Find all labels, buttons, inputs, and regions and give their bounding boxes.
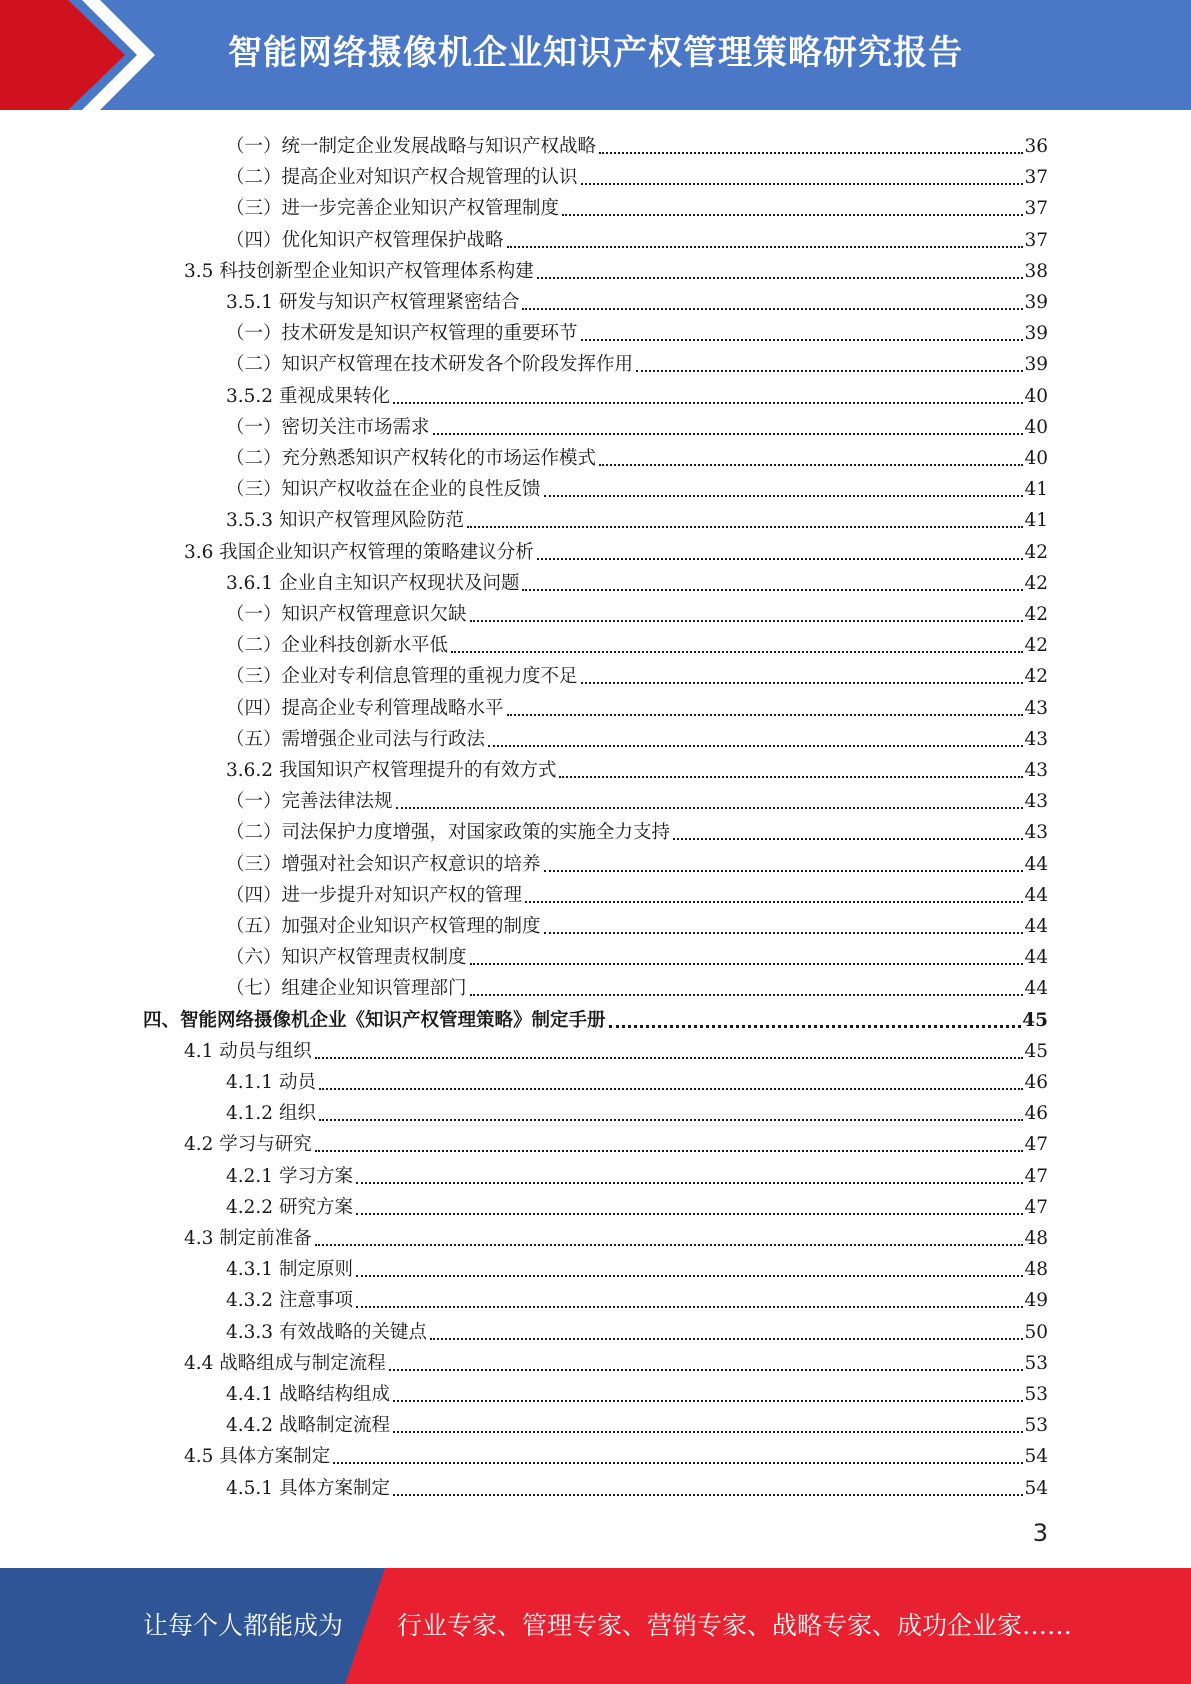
- toc-entry[interactable]: [226, 814, 1048, 845]
- toc-dot-leader: [581, 183, 1024, 185]
- toc-entry-page: 44: [1024, 947, 1048, 968]
- toc-entry-title: （一）技术研发是知识产权管理的重要环节: [226, 323, 578, 344]
- toc-entry-title: 3.6.2 我国知识产权管理提升的有效方式: [226, 760, 557, 781]
- toc-entry-title: 3.6.1 企业自主知识产权现状及问题: [226, 573, 520, 594]
- toc-entry[interactable]: [226, 128, 1048, 159]
- page-header: [0, 0, 1191, 110]
- toc-entry[interactable]: [226, 627, 1048, 658]
- toc-dot-leader: [470, 620, 1024, 622]
- toc-entry-page: 38: [1024, 261, 1048, 282]
- toc-entry-page: 40: [1024, 448, 1048, 469]
- toc-entry-title: （四）提高企业专利管理战略水平: [226, 698, 504, 719]
- toc-entry-title: （五）加强对企业知识产权管理的制度: [226, 916, 541, 937]
- toc-entry-page: 42: [1024, 604, 1048, 625]
- toc-dot-leader: [507, 714, 1024, 716]
- toc-entry[interactable]: [226, 908, 1048, 939]
- toc-dot-leader: [636, 370, 1023, 372]
- toc-dot-leader: [599, 464, 1023, 466]
- toc-entry-page: 54: [1024, 1478, 1048, 1499]
- toc-entry-page: 47: [1024, 1197, 1048, 1218]
- toc-entry[interactable]: [184, 1438, 1048, 1469]
- toc-entry-title: （五）需增强企业司法与行政法: [226, 729, 486, 750]
- toc-dot-leader: [470, 963, 1024, 965]
- toc-dot-leader: [315, 1057, 1024, 1059]
- toc-entry[interactable]: [184, 534, 1048, 565]
- toc-dot-leader: [393, 1494, 1023, 1496]
- toc-entry[interactable]: [226, 440, 1048, 471]
- toc-entry[interactable]: [226, 970, 1048, 1001]
- toc-entry[interactable]: [226, 190, 1048, 221]
- toc-entry-title: 4.5.1 具体方案制定: [226, 1478, 390, 1499]
- toc-entry-page: 43: [1024, 729, 1048, 750]
- toc-entry-page: 43: [1024, 698, 1048, 719]
- toc-entry-page: 43: [1024, 760, 1048, 781]
- toc-dot-leader: [581, 682, 1024, 684]
- toc-entry[interactable]: [226, 284, 1048, 315]
- toc-entry[interactable]: [226, 565, 1048, 596]
- toc-entry-title: 4.1.1 动员: [226, 1072, 316, 1093]
- toc-entry[interactable]: [226, 1189, 1048, 1220]
- toc-entry-title: （三）进一步完善企业知识产权管理制度: [226, 198, 560, 219]
- page-footer: [0, 1568, 1191, 1684]
- toc-dot-leader: [544, 870, 1024, 872]
- toc-dot-leader: [356, 1275, 1024, 1277]
- toc-entry-page: 44: [1024, 978, 1048, 999]
- toc-entry-title: 4.3 制定前准备: [184, 1228, 312, 1249]
- toc-entry-title: （一）统一制定企业发展战略与知识产权战略: [226, 136, 597, 157]
- toc-entry-page: 39: [1024, 323, 1048, 344]
- toc-entry-page: 45: [1022, 1010, 1048, 1031]
- toc-entry-title: 3.5.3 知识产权管理风险防范: [226, 510, 464, 531]
- toc-entry-title: 4.2.2 研究方案: [226, 1197, 353, 1218]
- toc-dot-leader: [430, 1338, 1023, 1340]
- toc-entry-title: 4.5 具体方案制定: [184, 1446, 331, 1467]
- toc-entry-page: 37: [1024, 198, 1048, 219]
- toc-entry[interactable]: [226, 752, 1048, 783]
- toc-dot-leader: [356, 1306, 1024, 1308]
- toc-entry[interactable]: [226, 471, 1048, 502]
- toc-entry[interactable]: [226, 502, 1048, 533]
- toc-dot-leader: [599, 152, 1023, 154]
- toc-entry-title: （二）提高企业对知识产权合规管理的认识: [226, 167, 578, 188]
- toc-entry-title: （二）企业科技创新水平低: [226, 635, 449, 656]
- toc-dot-leader: [525, 901, 1023, 903]
- toc-dot-leader: [488, 745, 1023, 747]
- toc-entry[interactable]: [226, 1251, 1048, 1282]
- toc-entry-page: 49: [1024, 1290, 1048, 1311]
- toc-entry[interactable]: [226, 159, 1048, 190]
- toc-dot-leader: [389, 1369, 1024, 1371]
- toc-dot-leader: [396, 807, 1024, 809]
- toc-entry-page: 36: [1024, 136, 1048, 157]
- header-arrow-decoration: [0, 0, 240, 110]
- toc-entry-title: 4.3.1 制定原则: [226, 1259, 353, 1280]
- toc-entry[interactable]: [226, 877, 1048, 908]
- toc-entry-page: 44: [1024, 885, 1048, 906]
- toc-entry-page: 42: [1024, 635, 1048, 656]
- toc-dot-leader: [433, 433, 1024, 435]
- toc-entry[interactable]: [226, 690, 1048, 721]
- toc-dot-leader: [467, 526, 1023, 528]
- toc-entry-page: 53: [1024, 1415, 1048, 1436]
- toc-entry-title: （四）进一步提升对知识产权的管理: [226, 885, 523, 906]
- toc-entry-title: 4.4.2 战略制定流程: [226, 1415, 390, 1436]
- toc-entry-page: 41: [1024, 510, 1048, 531]
- toc-entry[interactable]: [226, 315, 1048, 346]
- toc-entry-title: 4.1 动员与组织: [184, 1041, 312, 1062]
- toc-entry[interactable]: [226, 721, 1048, 752]
- toc-entry[interactable]: [184, 1033, 1048, 1064]
- toc-entry-title: （一）完善法律法规: [226, 791, 393, 812]
- toc-entry-title: 四、智能网络摄像机企业《知识产权管理策略》制定手册: [143, 1010, 606, 1031]
- toc-entry-page: 37: [1024, 167, 1048, 188]
- toc-entry-page: 39: [1024, 292, 1048, 313]
- toc-entry[interactable]: [226, 378, 1048, 409]
- toc-dot-leader: [537, 277, 1024, 279]
- toc-dot-leader: [562, 214, 1023, 216]
- toc-entry-title: 4.4.1 战略结构组成: [226, 1384, 390, 1405]
- toc-dot-leader: [522, 308, 1023, 310]
- toc-dot-leader: [673, 838, 1023, 840]
- page-number: 3: [1032, 1519, 1048, 1547]
- toc-entry[interactable]: [226, 658, 1048, 689]
- toc-entry-page: 46: [1024, 1103, 1048, 1124]
- toc-dot-leader: [507, 246, 1024, 248]
- toc-entry[interactable]: [226, 783, 1048, 814]
- toc-dot-leader: [356, 1182, 1024, 1184]
- toc-entry-title: （三）企业对专利信息管理的重视力度不足: [226, 666, 578, 687]
- toc-dot-leader: [393, 1400, 1023, 1402]
- toc-entry-title: （二）充分熟悉知识产权转化的市场运作模式: [226, 448, 597, 469]
- toc-entry-page: 46: [1024, 1072, 1048, 1093]
- toc-entry[interactable]: [226, 846, 1048, 877]
- toc-entry[interactable]: [226, 409, 1048, 440]
- toc-entry[interactable]: [226, 1158, 1048, 1189]
- toc-entry[interactable]: [226, 1095, 1048, 1126]
- toc-entry-page: 53: [1024, 1353, 1048, 1374]
- toc-dot-leader: [537, 558, 1024, 560]
- toc-entry-title: （三）知识产权收益在企业的良性反馈: [226, 479, 541, 500]
- toc-entry-page: 47: [1024, 1134, 1048, 1155]
- toc-dot-leader: [356, 1213, 1024, 1215]
- footer-slogan-left: 让每个人都能成为: [143, 1611, 344, 1640]
- toc-entry[interactable]: [184, 1345, 1048, 1376]
- toc-entry-page: 53: [1024, 1384, 1048, 1405]
- toc-entry-page: 48: [1024, 1259, 1048, 1280]
- toc-entry-page: 43: [1024, 791, 1048, 812]
- toc-entry-title: 4.2 学习与研究: [184, 1134, 312, 1155]
- toc-entry-page: 44: [1024, 916, 1048, 937]
- toc-entry-page: 41: [1024, 479, 1048, 500]
- toc-dot-leader: [470, 994, 1024, 996]
- toc-dot-leader: [393, 1431, 1023, 1433]
- toc-dot-leader: [522, 589, 1023, 591]
- toc-entry[interactable]: [184, 253, 1048, 284]
- toc-dot-leader: [451, 651, 1023, 653]
- toc-entry-title: 4.3.3 有效战略的关键点: [226, 1322, 427, 1343]
- toc-entry[interactable]: [184, 1126, 1048, 1157]
- toc-entry[interactable]: [226, 1282, 1048, 1313]
- toc-entry-page: 43: [1024, 822, 1048, 843]
- toc-entry[interactable]: [226, 1376, 1048, 1407]
- toc-entry-title: （二）司法保护力度增强，对国家政策的实施全力支持: [226, 822, 671, 843]
- toc-entry[interactable]: [226, 939, 1048, 970]
- toc-dot-leader: [544, 495, 1024, 497]
- footer-slogan-right: 行业专家、管理专家、营销专家、战略专家、成功企业家……: [397, 1611, 1073, 1640]
- report-title: 智能网络摄像机企业知识产权管理策略研究报告: [228, 33, 963, 73]
- toc-entry-title: 4.3.2 注意事项: [226, 1290, 353, 1311]
- toc-entry-page: 50: [1024, 1322, 1048, 1343]
- toc-dot-leader: [393, 402, 1023, 404]
- toc-entry-page: 44: [1024, 854, 1048, 875]
- toc-entry-page: 42: [1024, 542, 1048, 563]
- toc-entry-page: 48: [1024, 1228, 1048, 1249]
- toc-entry-title: （四）优化知识产权管理保护战略: [226, 230, 504, 251]
- toc-entry-page: 47: [1024, 1166, 1048, 1187]
- toc-entry[interactable]: [226, 1470, 1048, 1501]
- toc-dot-leader: [315, 1150, 1024, 1152]
- toc-entry-page: 39: [1024, 354, 1048, 375]
- toc-entry[interactable]: [226, 1407, 1048, 1438]
- toc-entry[interactable]: [226, 1314, 1048, 1345]
- toc-entry-title: 4.2.1 学习方案: [226, 1166, 353, 1187]
- toc-dot-leader: [581, 339, 1024, 341]
- toc-entry-title: 3.6 我国企业知识产权管理的策略建议分析: [184, 542, 534, 563]
- toc-entry-page: 40: [1024, 417, 1048, 438]
- toc-entry-title: （一）知识产权管理意识欠缺: [226, 604, 467, 625]
- toc-entry[interactable]: [143, 1002, 1048, 1033]
- toc-entry[interactable]: [226, 346, 1048, 377]
- toc-entry[interactable]: [226, 222, 1048, 253]
- toc-entry-page: 42: [1024, 573, 1048, 594]
- toc-entry-title: （一）密切关注市场需求: [226, 417, 430, 438]
- toc-dot-leader: [315, 1244, 1024, 1246]
- toc-dot-leader: [333, 1462, 1023, 1464]
- toc-entry[interactable]: [226, 1064, 1048, 1095]
- toc-entry-title: 3.5 科技创新型企业知识产权管理体系构建: [184, 261, 534, 282]
- toc-dot-leader: [319, 1088, 1024, 1090]
- toc-entry-page: 40: [1024, 386, 1048, 407]
- toc-dot-leader: [544, 932, 1024, 934]
- toc-entry-page: 37: [1024, 230, 1048, 251]
- toc-entry-title: 3.5.1 研发与知识产权管理紧密结合: [226, 292, 520, 313]
- toc-entry-title: （六）知识产权管理责权制度: [226, 947, 467, 968]
- toc-entry-title: 3.5.2 重视成果转化: [226, 386, 390, 407]
- toc-entry[interactable]: [184, 1220, 1048, 1251]
- toc-entry-title: （二）知识产权管理在技术研发各个阶段发挥作用: [226, 354, 634, 375]
- toc-entry-page: 42: [1024, 666, 1048, 687]
- toc-entry-title: （三）增强对社会知识产权意识的培养: [226, 854, 541, 875]
- toc-entry-title: （七）组建企业知识管理部门: [226, 978, 467, 999]
- toc-entry-page: 45: [1024, 1041, 1048, 1062]
- toc-dot-leader: [609, 1025, 1022, 1028]
- toc-entry-title: 4.1.2 组织: [226, 1103, 316, 1124]
- toc-dot-leader: [319, 1119, 1024, 1121]
- toc-entry[interactable]: [226, 596, 1048, 627]
- toc-dot-leader: [559, 776, 1023, 778]
- toc-entry-page: 54: [1024, 1446, 1048, 1467]
- toc-entry-title: 4.4 战略组成与制定流程: [184, 1353, 386, 1374]
